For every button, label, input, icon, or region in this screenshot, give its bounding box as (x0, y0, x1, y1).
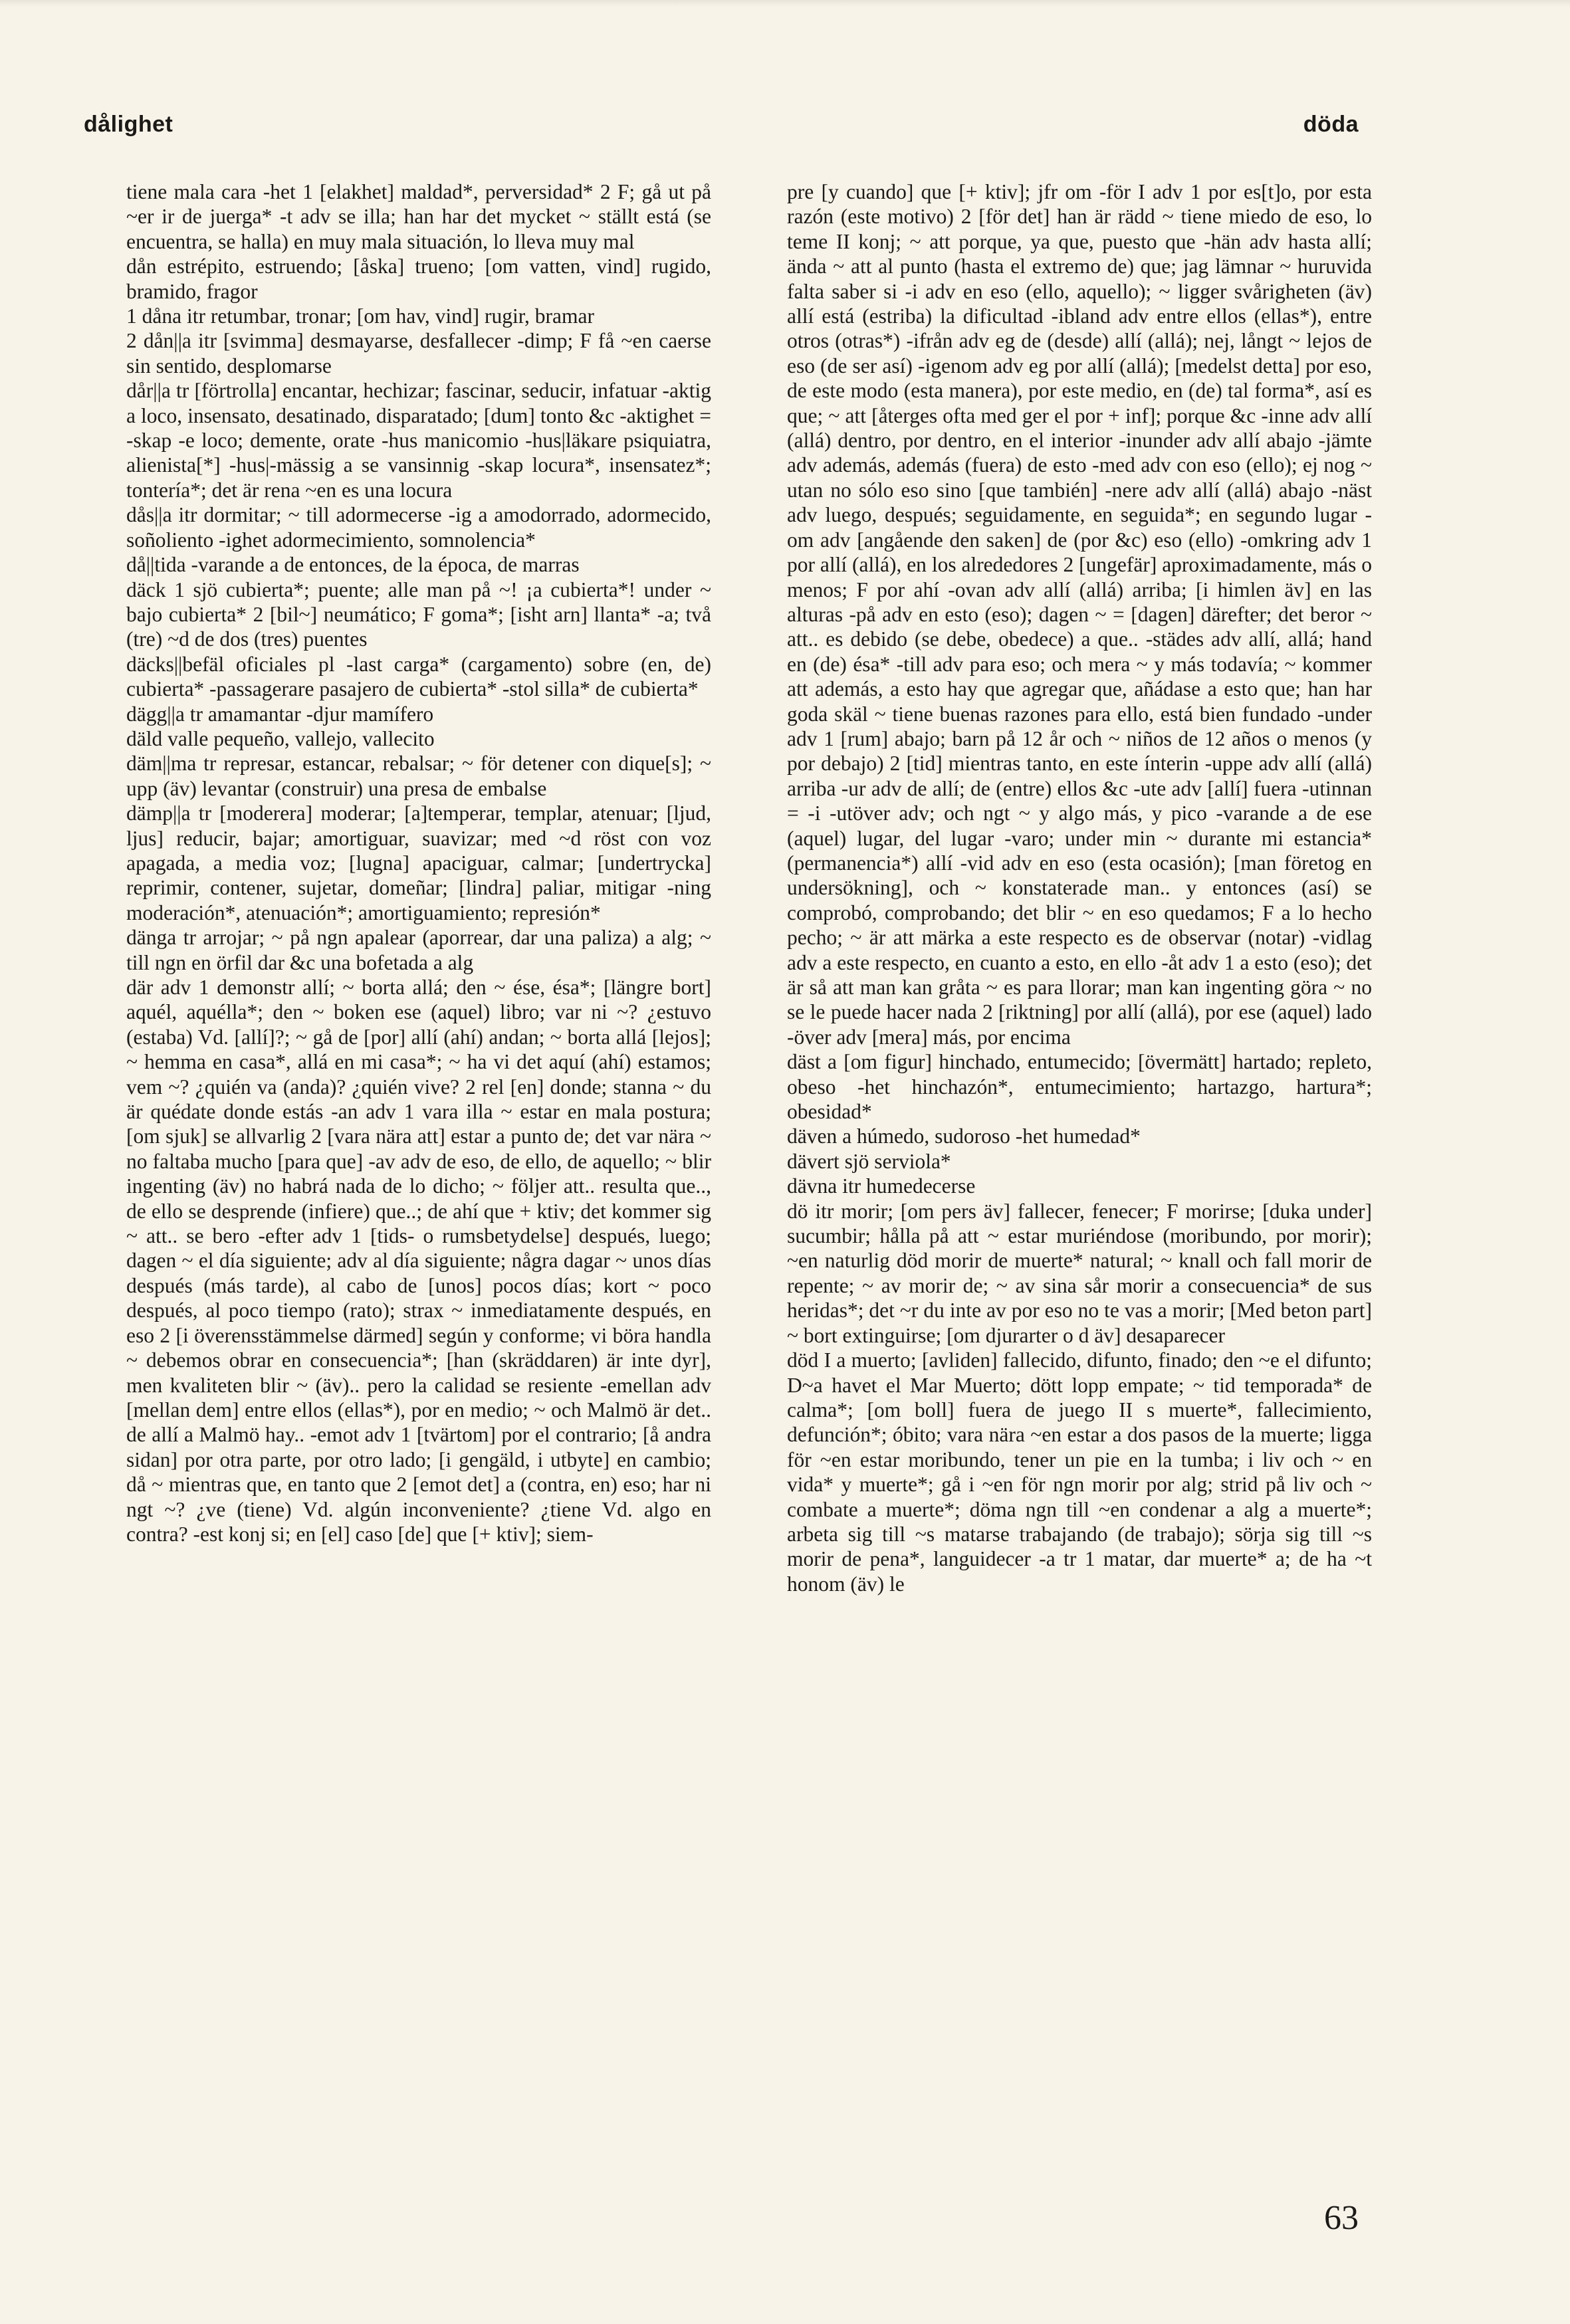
entry-davert: dävert sjö serviola* (787, 1149, 951, 1173)
entry-daven: däven a húmedo, sudoroso -het humedad* (787, 1124, 1141, 1148)
entry-daligt: tiene mala cara -het 1 [elakhet] maldad*, perversidad* 2 F; gå ut på ~er ir de juerga* -t adv se illa; han har det mycket ~ ställt está (se encuentra, se halla) en muy mala situación, lo lleva muy mal (126, 180, 711, 253)
entry-dana-1: 1 dåna itr retumbar, tronar; [om hav, vind] rugir, bramar (126, 304, 594, 328)
entry-damma: däm||ma tr represar, estancar, rebalsar; ~ för detener con dique[s]; ~ upp (äv) levantar (construir) una presa de embalse (126, 752, 711, 800)
entry-do: dö itr morir; [om pers äv] fallecer, fenecer; F morirse; [duka under] sucumbir; hålla på att ~ estar muriéndose (moribundo, por morir); ~en naturlig död morir de muerte* natural; ~ knall och fall morir de repente; ~ av morir de; ~ av sina sår morir a consecuencia* de sus heridas*; det ~r du inte av por eso no te vas a morir; [Med beton part] ~ bort extinguirse; [om djurarter o d äv] desaparecer (787, 1199, 1372, 1347)
entry-dacksbefal: däcks||befäl oficiales pl -last carga* (cargamento) sobre (en, de) cubierta* -passagerare pasajero de cubierta* -stol silla* de cubierta* (126, 652, 711, 701)
entry-dasa: dås||a itr dormitar; ~ till adormecerse -ig a amodorrado, adormecido, soñoliento -ighet adormecimiento, somnolencia* (126, 503, 711, 552)
entry-dod: död I a muerto; [avliden] fallecido, difunto, finado; den ~e el difunto; D~a havet el Mar Muerto; dött lopp empate; ~ tid temporada* de calma*; [om boll] fuera de juego II s muerte*, fallecimiento, defunción*; óbito; vara nära ~en estar a dos pasos de la muerte; ligga för ~en estar moribundo, tener un pie en la tumba; i liv och ~ en vida* y muerte*; gå i ~en för ngn morir por alg; strid på liv och ~ combate a muerte*; döma ngn till ~en condenar a alg a muerte*; arbeta sig till ~s matarse trabajando (de trabajo); sörja sig till ~s morir de pena*, languidecer -a tr 1 matar, dar muerte* a; de ha ~t honom (äv) le (787, 1348, 1372, 1596)
guideword-left: dålighet (84, 112, 173, 137)
entry-dast: däst a [om figur] hinchado, entumecido; [övermätt] hartado; repleto, obeso -het hinchazón*, entumecimiento; hartazgo, hartura*; obesidad* (787, 1050, 1372, 1124)
entry-dara: dår||a tr [förtrolla] encantar, hechizar; fascinar, seducir, infatuar -aktig a loco, insensato, desatinado, disparatado; [dum] tonto &c -aktighet = -skap -e loco; demente, orate -hus manicomio -hus|läkare psiquiatra, alienista[*] -hus|-mässig a se vansinnig -skap locura*, insensatez*; tontería*; det är rena ~en es una locura (126, 379, 711, 502)
scan-edge (0, 0, 1570, 7)
entry-dar-continued: pre [y cuando] que [+ ktiv]; jfr om -för I adv 1 por es[t]o, por esta razón (este motivo) 2 [för det] han är rädd ~ tiene miedo de eso, lo teme II konj; ~ att porque, ya que, puesto que -hän adv hasta allí; ända ~ att al punto (hasta el extremo de) que; jag lämnar ~ huruvida falta saber si -i adv en eso (ello, aquello); ~ ligger svårigheten (äv) allí está (estriba) la dificultad -ibland adv entre ellos (ellas*), entre otros (otras*) -ifrån adv eg de (desde) allí (allá); nej, långt ~ lejos de eso (de ser así) -igenom adv eg por allí (allá); [medelst detta] por eso, de este modo (esta manera), por este medio, en (de) tal forma*, así es que; ~ att [återges ofta med ger el por + inf]; porque &c -inne adv allí (allá) dentro, por dentro, en el interior -inunder adv allí abajo -jämte adv además, además (fuera) de esto -med adv con eso (ello); ej nog ~ utan no sólo eso sino [que también] -nere adv allí (allá) abajo -näst adv luego, después; seguidamente, en seguida*; en segundo lugar -om adv [angående den saken] de (por &c) eso (ello) -omkring adv 1 por allí (allá), en los alrededores 2 [ungefär] aproximadamente, más o menos; F por ahí -ovan adv allí (allá) arriba; [i himlen äv] en las alturas -på adv en esto (eso); dagen ~ = [dagen] därefter; det beror ~ att.. es debido (se debe, obedece) a que.. -städes adv allí, allá; hand en (de) ésa* -till adv para eso; och mera ~ y más todavía; ~ kommer att además, a esto hay que agregar que, añádase a esto que; han har goda skäl ~ tiene buenas razones para ello, está bien fundado -under adv 1 [rum] abajo; barn på 12 år och ~ niños de 12 años o menos (y por debajo) 2 [tid] mientras tanto, en este ínterin -uppe adv allí (allá) arriba -ur adv de allí; de (entre) ellos &c -ute adv [allí] fuera -utinnan = -i -utöver adv; och ngt ~ y algo más, y pico -varande a de ese (aquel) lugar, del lugar -varo; under min ~ durante mi estancia* (permanencia*) allí -vid adv en eso (esta ocasión); [man företog en undersökning], och ~ konstaterade man.. y entonces (así) se comprobó, comprobando; det blir ~ en eso quedamos; F a lo hecho pecho; ~ är att märka a este respecto es de observar (notar) -vidlag adv a este respecto, en cuanto a esto, en ello -åt adv 1 a esto (eso); det är så att man kan gråta ~ es para llorar; man kan ingenting göra ~ no se le puede hacer nada 2 [riktning] por allí (allá), por ese (aquel) lado -över adv [mera] más, por encima (787, 180, 1372, 1049)
entry-dana-2: 2 dån||a itr [svimma] desmayarse, desfallecer -dimp; F få ~en caerse sin sentido, desplomarse (126, 329, 711, 377)
entry-dald: däld valle pequeño, vallejo, vallecito (126, 726, 435, 750)
entry-davna: dävna itr humedecerse (787, 1174, 976, 1198)
guideword-right: döda (1303, 112, 1359, 137)
entry-dar: där adv 1 demonstr allí; ~ borta allá; den ~ ése, ésa*; [längre bort] aquél, aquélla*; den ~ boken ese (aquel) libro; var ni ~? ¿estuvo (estaba) Vd. [allí]?; ~ gå de [por] allí (ahí) andan; ~ borta allá [lejos]; ~ hemma en casa*, allá en mi casa*; ~ ha vi det aquí (ahí) estamos; vem ~? ¿quién va (anda)? ¿quién vive? 2 rel [en] donde; stanna ~ du är quédate donde estás -an adv 1 vara illa ~ estar en mala postura; [om sjuk] se allvarlig 2 [vara nära att] estar a punto de; det var nära ~ no faltaba mucho [para que] -av adv de eso, de ello, de aquello; ~ blir ingenting (äv) no habrá nada de lo dicho; ~ följer att.. resulta que.., de ello se desprende (infiere) que..; de ahí que + ktiv; det kommer sig ~ att.. se bero -efter adv 1 [tids- o rumsbetydelse] después, luego; dagen ~ el día siguiente; adv al día siguiente; några dagar ~ unos días después (más tarde), al cabo de [unos] pocos días; kort ~ poco después, al poco tiempo (rato); strax ~ inmediatamente después, en eso 2 [i överensstämmelse därmed] según y conforme; vi böra handla ~ debemos obrar en consecuencia*; [han (skräddaren) är inte dyr], men kvaliteten blir ~ (äv).. pero la calidad se resiente -emellan adv [mellan dem] entre ellos (ellas*), por en medio; ~ och Malmö är det.. de allí a Malmö hay.. -emot adv 1 [tvärtom] por el contrario; [å andra sidan] por otra parte, por otro lado; [i gengäld, i utbyte] en cambio; då ~ mientras que, en tanto que 2 [emot det] a (contra, en) eso; har ni ngt ~? ¿ve (tiene) Vd. algún inconveniente? ¿tiene Vd. algo en contra? -est konj si; en [el] caso [de] que [+ ktiv]; siem- (126, 976, 711, 1546)
entry-dack: däck 1 sjö cubierta*; puente; alle man på ~! ¡a cubierta*! under ~ bajo cubierta* 2 [bil~] neumático; F goma*; [isht arn] llanta* -a; två (tre) ~d de dos (tres) puentes (126, 578, 711, 651)
entry-dan: dån estrépito, estruendo; [åska] trueno; [om vatten, vind] rugido, bramido, fragor (126, 255, 711, 303)
left-column (126, 179, 711, 1546)
right-column (787, 179, 1372, 1596)
entry-datida: då||tida -varande a de entonces, de la época, de marras (126, 553, 580, 577)
page-number: 63 (1324, 2199, 1359, 2237)
entry-dagga: dägg||a tr amamantar -djur mamífero (126, 702, 434, 726)
entry-danga: dänga tr arrojar; ~ på ngn apalear (aporrear, dar una paliza) a alg; ~ till ngn en örfil dar &c una bofetada a alg (126, 926, 711, 974)
entry-dampa: dämp||a tr [moderera] moderar; [a]temperar, templar, atenuar; [ljud, ljus] reducir, bajar; amortiguar, suavizar; med ~d röst con voz apagada, a media voz; [lugna] apaciguar, calmar; [undertrycka] reprimir, contener, sujetar, domeñar; [lindra] paliar, mitigar -ning moderación*, atenuación*; amortiguamiento; represión* (126, 801, 711, 924)
